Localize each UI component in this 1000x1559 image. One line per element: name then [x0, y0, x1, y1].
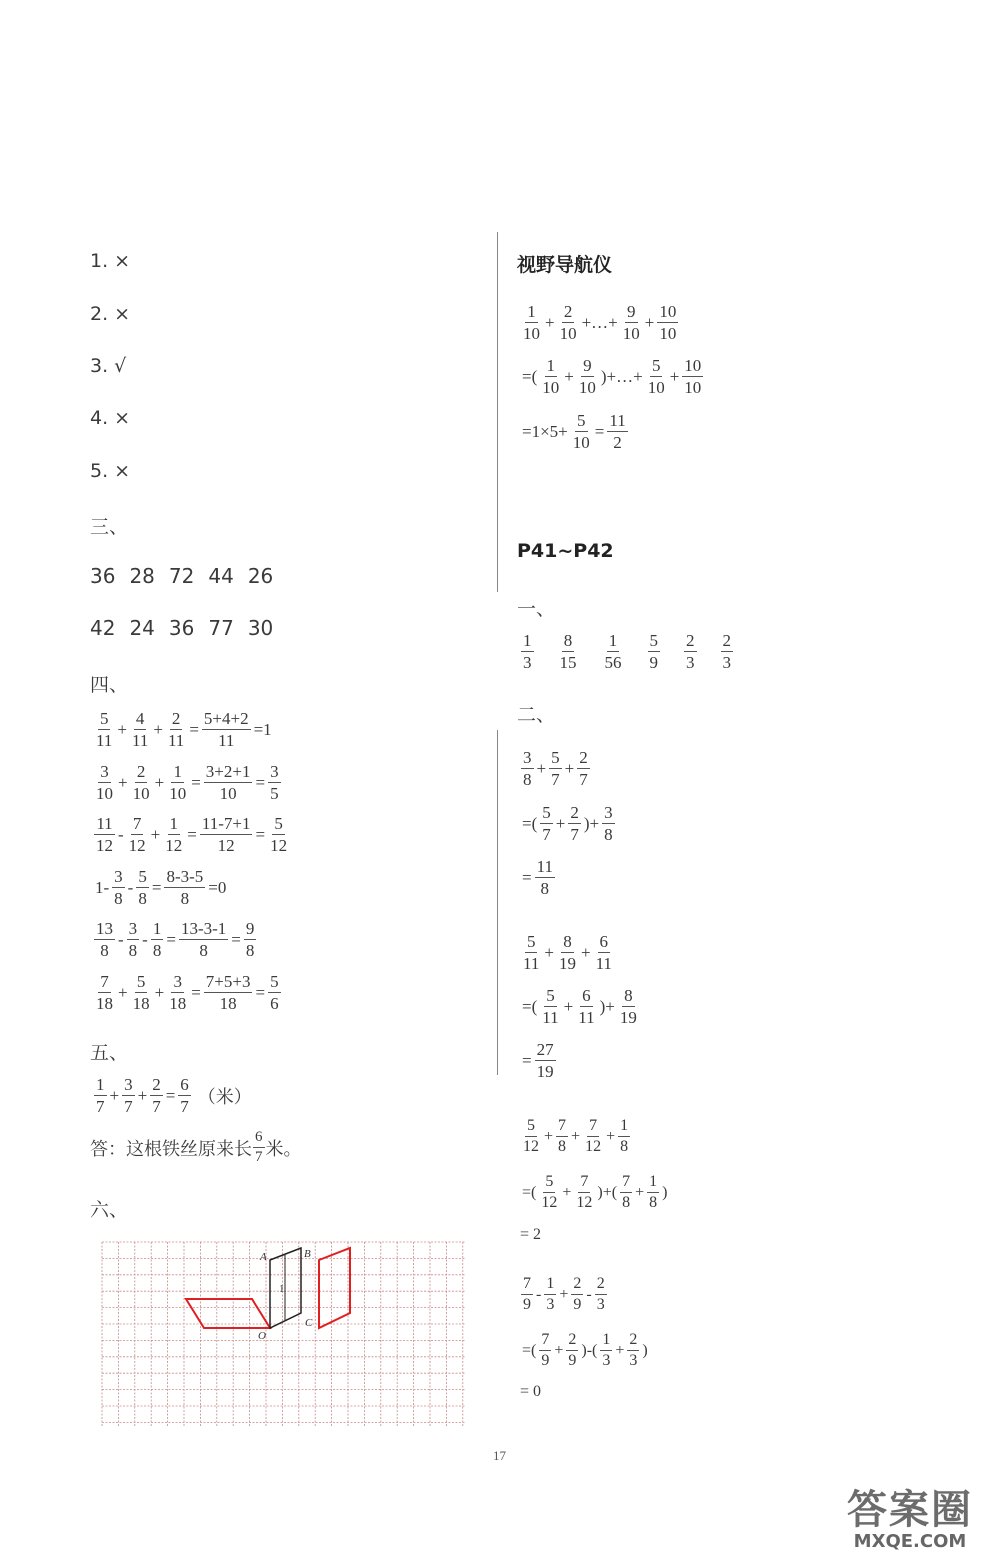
fraction-answer: $\frac{1}{56}$ [604, 631, 622, 672]
problem-d-result: = 0 [520, 1383, 542, 1400]
problem-b-line-3: = $\frac{27}{19}$ [522, 1040, 554, 1081]
answer-value: 42 [90, 616, 116, 640]
fraction-answer: $\frac{2}{3}$ [722, 631, 731, 672]
equation-4-4: 1- $\frac{3}{8}$ - $\frac{5}{8}$ = $\frac{8-3-5}{8}$ =0 [95, 867, 227, 908]
judge-answer-1: 1. × [90, 250, 131, 272]
section-three-heading: 三、 [90, 516, 129, 538]
section-five-heading: 五、 [90, 1042, 129, 1064]
watermark-url: MXQE.COM [853, 1531, 967, 1552]
right-section-one-heading: 一、 [517, 598, 556, 620]
equation-4-6: $\frac{7}{18}$ + $\frac{5}{18}$ + $\frac{3}{18}$ = $\frac{7+5+3}{18}$ = $\frac{5}{6}$ [96, 972, 279, 1013]
column-divider-lower [497, 730, 498, 1075]
equation-5: $\frac{1}{7}$ + $\frac{3}{7}$ + $\frac{2}{7}$ = $\frac{6}{7}$ （米） [96, 1075, 252, 1116]
section-title-navigator: 视野导航仪 [517, 254, 613, 276]
equation-4-2: $\frac{3}{10}$ + $\frac{2}{10}$ + $\frac{1}{10}$ = $\frac{3+2+1}{10}$ = $\frac{3}{5}$ [96, 762, 279, 803]
equation-4-1: $\frac{5}{11}$ + $\frac{4}{11}$ + $\frac{2}{11}$ = $\frac{5+4+2}{11}$ =1 [96, 709, 272, 750]
grid-figure [100, 1240, 470, 1430]
label-O: O [258, 1330, 266, 1342]
problem-c-line-2: =( $\frac{5}{12}$ + $\frac{7}{12}$ )+( $\frac{7}{8}$ + $\frac{1}{8}$ ) [522, 1173, 668, 1211]
answer-text: 答：这根铁丝原来长 [90, 1138, 252, 1160]
answer-value: 24 [129, 616, 155, 640]
problem-a-line-2: =( $\frac{5}{7}$ + $\frac{2}{7}$ )+ $\frac{3}{8}$ [522, 803, 613, 844]
equation-4-3: $\frac{11}{12}$ - $\frac{7}{12}$ + $\frac{1}{12}$ = $\frac{11-7+1}{12}$ = $\frac{5}{12}$ [96, 814, 288, 855]
answer-value: 72 [168, 564, 195, 588]
label-B: B [304, 1248, 311, 1260]
judge-answer-5: 5. × [90, 460, 131, 482]
judge-answer-3: 3. √ [90, 355, 127, 377]
fraction-answer: $\frac{1}{3}$ [523, 631, 532, 672]
red-parallelogram-vertical [319, 1248, 350, 1328]
problem-a-line-3: = $\frac{11}{8}$ [522, 857, 553, 898]
problem-d-line-1: $\frac{7}{9}$ - $\frac{1}{3}$ + $\frac{2}{9}$ - $\frac{2}{3}$ [523, 1275, 605, 1313]
page-range-title: P41~P42 [517, 540, 614, 562]
label-A: A [260, 1251, 267, 1263]
fraction-answer: $\frac{5}{9}$ [649, 631, 658, 672]
answers-row-2 [90, 616, 287, 640]
navigator-line-3: =1×5+ $\frac{5}{10}$ = $\frac{11}{2}$ [522, 411, 626, 452]
watermark-logo [825, 1488, 995, 1558]
answer-value: 26 [247, 564, 274, 588]
problem-a-line-1: $\frac{3}{8}$ + $\frac{5}{7}$ + $\frac{2}{7}$ [523, 748, 588, 789]
navigator-line-2: =( $\frac{1}{10}$ + $\frac{9}{10}$ )+…+ $\frac{5}{10}$ + $\frac{10}{10}$ [522, 356, 702, 397]
fraction-answer: $\frac{2}{3}$ [686, 631, 695, 672]
column-divider [497, 232, 498, 592]
watermark-main: 答案圈 [847, 1487, 973, 1533]
answers-row-1 [90, 564, 287, 588]
answer-value: 77 [208, 616, 234, 640]
problem-c-line-1: $\frac{5}{12}$ + $\frac{7}{8}$ + $\frac{7}{12}$ + $\frac{1}{8}$ [523, 1117, 629, 1155]
judge-answer-2: 2. × [90, 303, 131, 325]
right-section-two-heading: 二、 [517, 704, 556, 726]
problem-c-result: = 2 [520, 1226, 542, 1243]
section-four-heading: 四、 [90, 674, 129, 696]
fraction-answer: $\frac{8}{15}$ [559, 631, 577, 672]
problem-d-line-2: =( $\frac{7}{9}$ + $\frac{2}{9}$ )-( $\frac{1}{3}$ + $\frac{2}{3}$ ) [522, 1331, 648, 1369]
answer-text-end: 米。 [265, 1138, 302, 1160]
section-six-heading: 六、 [90, 1199, 129, 1221]
answer-sentence: 答：这根铁丝原来长 $\frac{6}{7}$ 米。 [90, 1129, 302, 1165]
answer-value: 30 [247, 616, 274, 640]
navigator-line-1: $\frac{1}{10}$ + $\frac{2}{10}$ +…+ $\frac{9}{10}$ + $\frac{10}{10}$ [523, 302, 677, 343]
label-1: 1 [279, 1283, 285, 1295]
answer-value: 44 [208, 564, 234, 588]
problem-b-line-2: =( $\frac{5}{11}$ + $\frac{6}{11}$ )+ $\frac{8}{19}$ [522, 986, 637, 1027]
answer-value: 36 [90, 564, 116, 588]
problem-b-line-1: $\frac{5}{11}$ + $\frac{8}{19}$ + $\frac{6}{11}$ [523, 932, 612, 973]
answer-value: 36 [168, 616, 195, 640]
label-C: C [305, 1317, 313, 1329]
unit-label: （米） [197, 1086, 252, 1108]
judge-answer-4: 4. × [90, 407, 131, 429]
equation-4-5: $\frac{13}{8}$ - $\frac{3}{8}$ - $\frac{1}{8}$ = $\frac{13-3-1}{8}$ = $\frac{9}{8}$ [96, 919, 255, 960]
page-number: 17 [493, 1448, 506, 1463]
grid-lines [102, 1242, 466, 1426]
section-one-fractions [520, 632, 734, 671]
answer-value: 28 [129, 564, 155, 588]
